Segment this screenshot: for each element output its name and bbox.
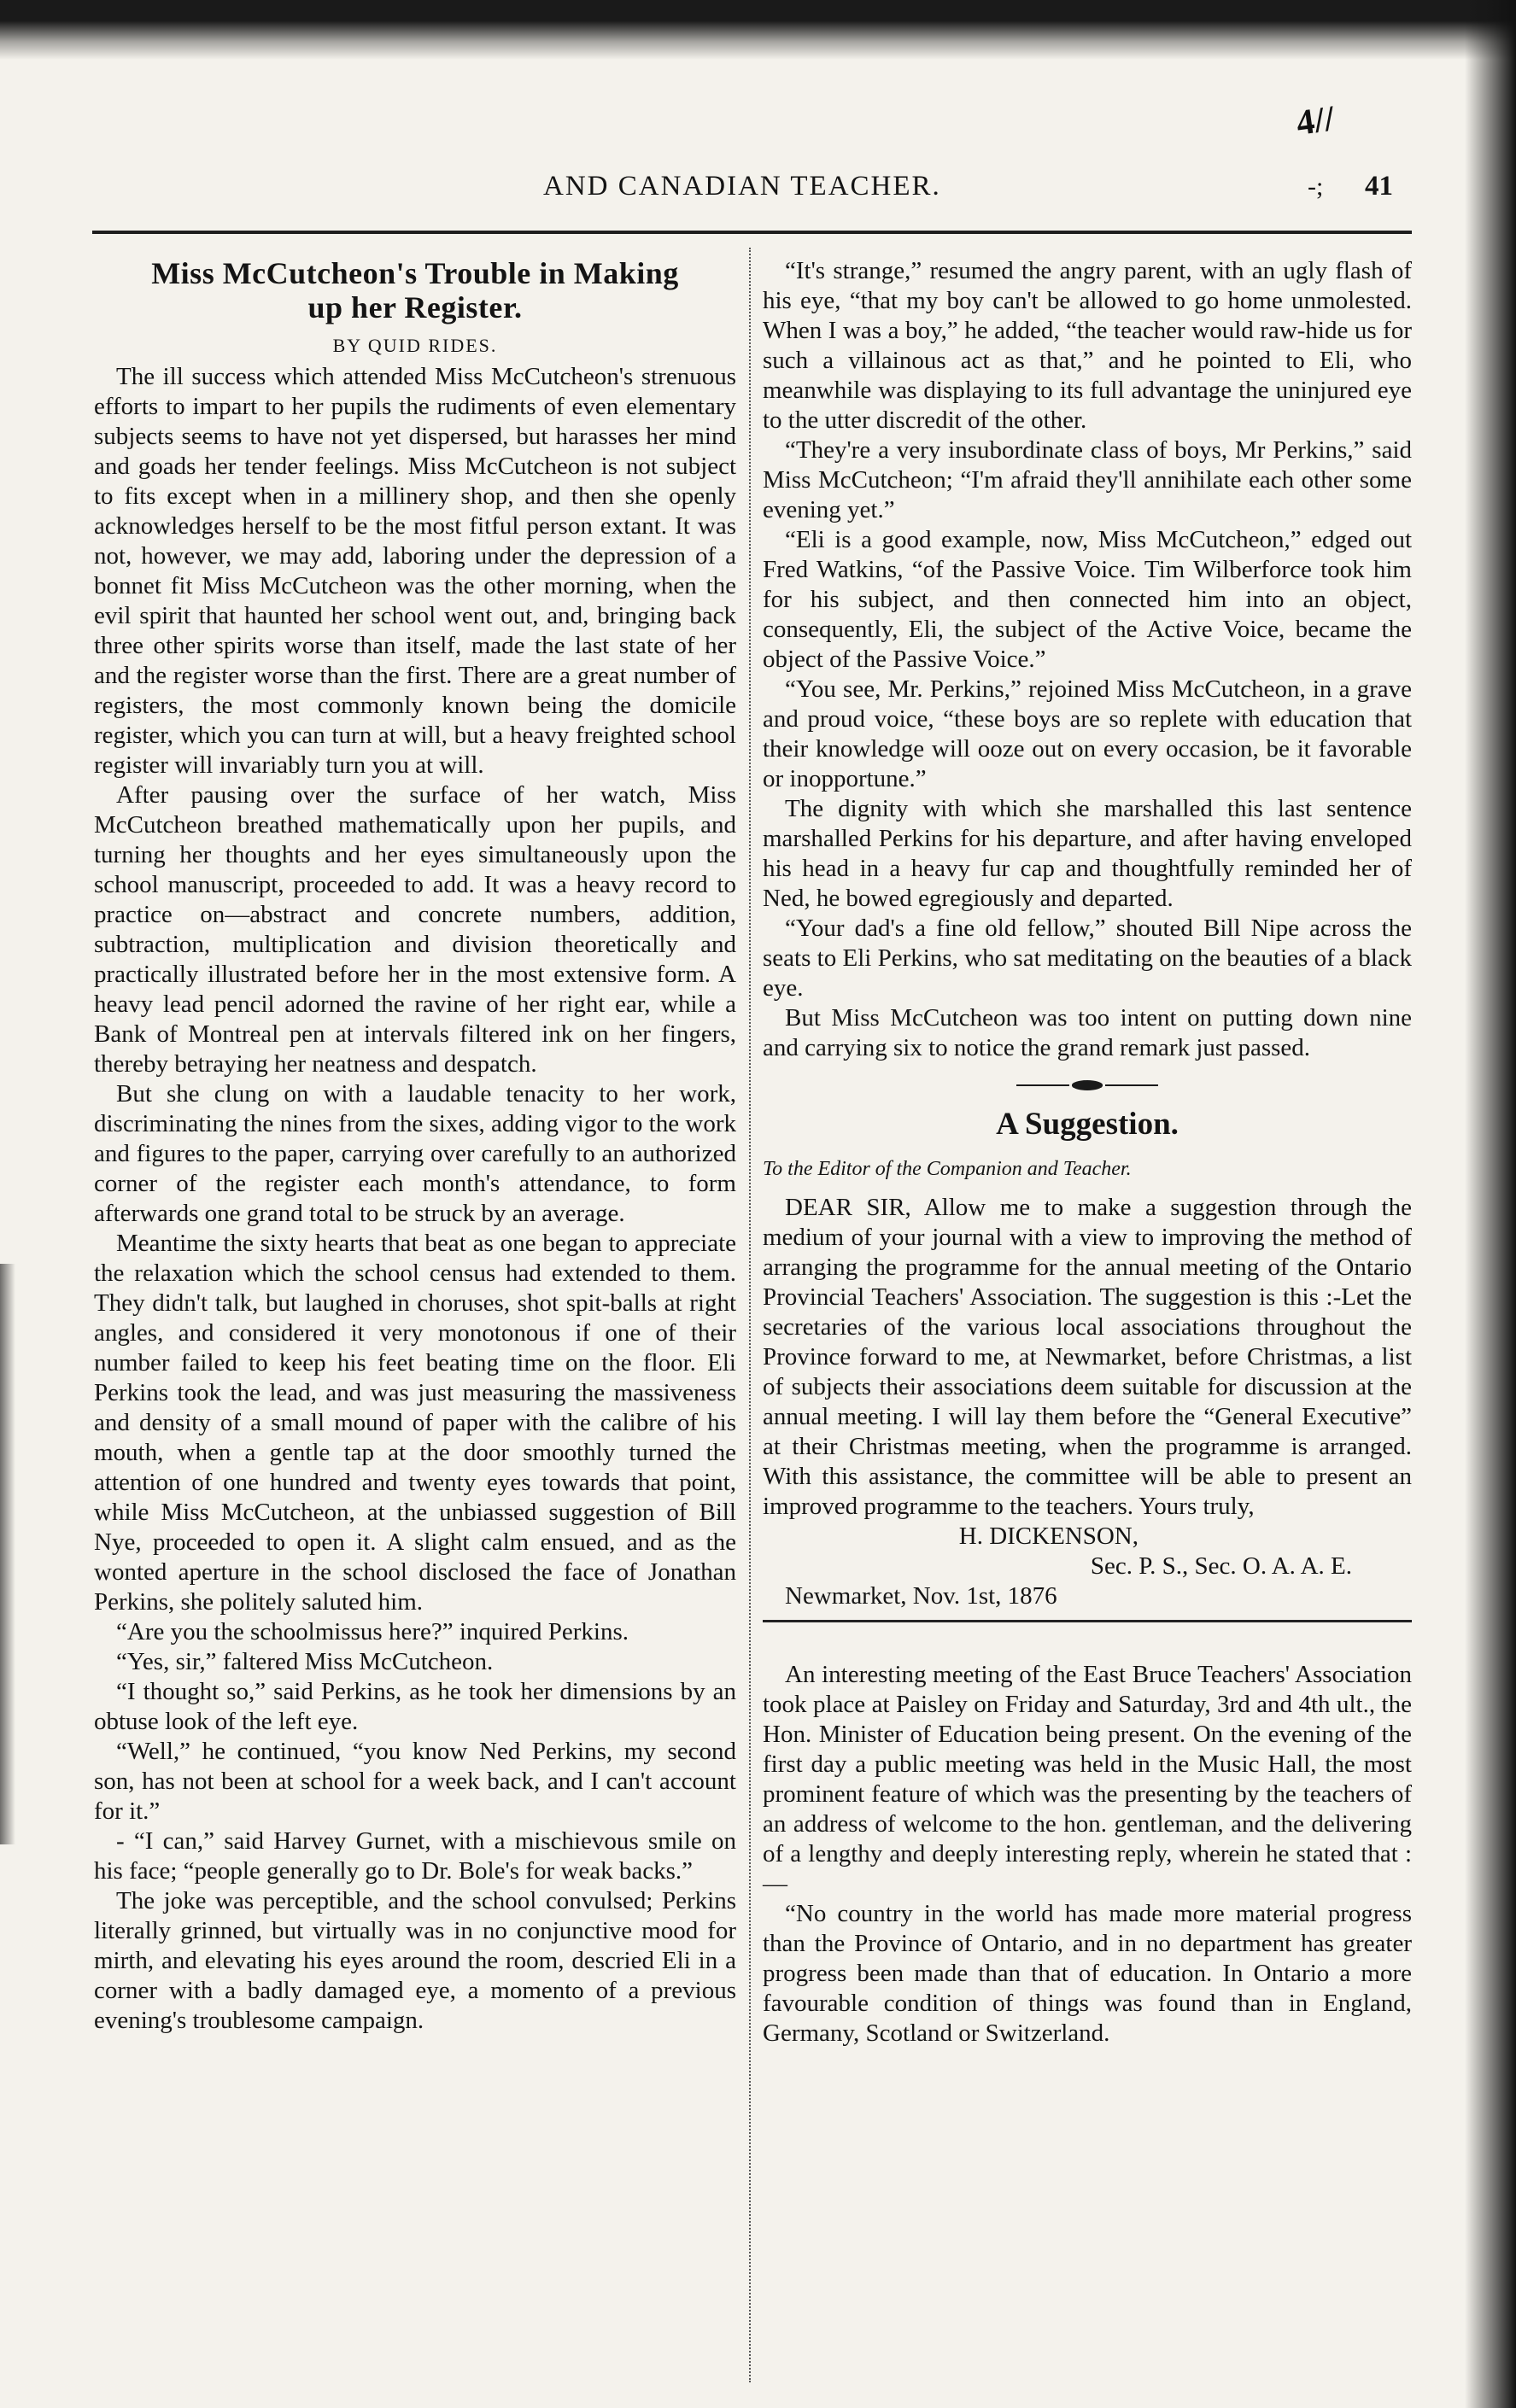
article-title-line-1: Miss McCutcheon's Trouble in Making	[151, 256, 679, 290]
east-bruce-quote: “No country in the world has made more material progress than the Province of Ontario, and in no department has greater progress been made than that of education. In Ontario a more favourable condition of things was found than in England, Germany, Scotland or Switzerland.	[763, 1900, 1412, 2047]
suggestion-body: DEAR SIR, Allow me to make a suggestion through the medium of your journal with a view to improving the method of arranging the programme for the annual meeting of the Ontario Provincial Teachers' Association. The suggestion is this :-Let the secretaries of the various local associations throughout the Province forward to me, at Newmarket, before Christmas, a list of subjects their associations deem suitable for discussion at the annual meeting. I will lay them before the “General Executive” at their Christmas meeting, when the programme is arranged. With this assistance, the committee will be able to present an improved programme to the teachers. Yours truly,	[763, 1194, 1412, 1520]
page-number: 41	[1365, 171, 1393, 202]
article-paragraph: “You see, Mr. Perkins,” rejoined Miss McCutcheon, in a grave and proud voice, “these boys are so replete with education that their knowledge will ooze out on every occasion, be it favorable or inopportune.”	[763, 675, 1412, 792]
section-rule	[763, 1620, 1412, 1622]
dateline: Newmarket, Nov. 1st, 1876	[785, 1582, 1057, 1610]
right-column	[763, 256, 1412, 2049]
suggestion-dedication: To the Editor of the Companion and Teacher.	[763, 1158, 1132, 1180]
article-paragraph: “It's strange,” resumed the angry parent, with an ugly flash of his eye, “that my boy can't be allowed to go home unmolested. When I was a boy,” he added, “the teacher would raw-hide us for such a villainous act as that,” and he pointed to Eli, who meanwhile was displaying to its full advantage the uninjured eye to the utter discredit of the other.	[763, 257, 1412, 434]
article-title	[94, 256, 736, 324]
article-paragraph: “Are you the schoolmissus here?” inquired Perkins.	[116, 1618, 629, 1645]
article-paragraph: The joke was perceptible, and the school convulsed; Perkins literally grinned, but virtually was in no conjunctive mood for mirth, and elevating his eyes around the room, descried Eli in a corner with a badly damaged eye, a momento of a previous evening's troublesome campaign.	[94, 1887, 736, 2034]
article-paragraph: But Miss McCutcheon was too intent on putting down nine and carrying six to notice the grand remark just passed.	[763, 1004, 1412, 1061]
scan-border-left	[0, 1264, 15, 1844]
article-paragraph: “Yes, sir,” faltered Miss McCutcheon.	[116, 1648, 494, 1675]
article-paragraph: But she clung on with a laudable tenacity to her work, discriminating the nines from the sixes, adding vigor to the work and figures to the paper, carrying over carefully to an authorized corner of the register each month's attendance, to form afterwards one grand total to be struck by an average.	[94, 1080, 736, 1227]
article-paragraph: - “I can,” said Harvey Gurnet, with a mischievous smile on his face; “people generally go to Dr. Bole's for weak backs.”	[94, 1827, 736, 1885]
signature-title: Sec. P. S., Sec. O. A. A. E.	[1090, 1552, 1352, 1580]
article-paragraph: “Your dad's a fine old fellow,” shouted Bill Nipe across the seats to Eli Perkins, who sat meditating on the beauties of a black eye.	[763, 915, 1412, 1002]
article-paragraph: “They're a very insubordinate class of boys, Mr Perkins,” said Miss McCutcheon; “I'm afraid they'll annihilate each other some evening yet.”	[763, 436, 1412, 523]
section-ornament	[763, 1078, 1412, 1092]
article-paragraph: The ill success which attended Miss McCutcheon's strenuous efforts to impart to her pupils the rudiments of even elementary subjects seems to have not yet dispersed, but harasses her mind and goads her tender feelings. Miss McCutcheon is not subject to fits except when in a millinery shop, and then she openly acknowledges herself to be the most fitful person extant. It was not, however, we may add, laboring under the depression of a bonnet fit Miss McCutcheon was the other morning, when the evil spirit that haunted her school went out, and, bringing back three other spirits worse than itself, made the last state of her and the register worse than the first. There are a great number of registers, the most commonly known being the domicile register, which you can turn at will, but a heavy freighted school register will invariably turn you at will.	[94, 363, 736, 779]
article-paragraph: Meantime the sixty hearts that beat as one began to appreciate the relaxation which the school census had extended to them. They didn't talk, but laughed in choruses, shot spit-balls at right angles, and considered it very monotonous if one of their number failed to keep his feet beating time on the floor. Eli Perkins took the lead, and was just measuring the massiveness and density of a small mound of paper with the calibre of his mouth, when a gentle tap at the door smoothly turned the attention of one hundred and twenty eyes towards that point, while Miss McCutcheon, at the unbiassed suggestion of Bill Nye, proceeded to open it. A slight calm ensued, and as the wonted aperture in the school disclosed the face of Jonathan Perkins, she politely saluted him.	[94, 1230, 736, 1616]
suggestion-title: A Suggestion.	[996, 1107, 1179, 1142]
running-head-mark: -;	[1308, 172, 1324, 201]
article-title-line-2: up her Register.	[307, 290, 523, 324]
article-paragraph: “I thought so,” said Perkins, as he took her dimensions by an obtuse look of the left eye.	[94, 1678, 736, 1735]
signature-name: H. DICKENSON,	[958, 1523, 1138, 1550]
ornament-divider-icon	[1015, 1078, 1160, 1092]
article-paragraph: The dignity with which she marshalled this last sentence marshalled Perkins for his departure, and after having enveloped his head in a heavy fur cap and thoughtfully reminded her of Ned, he bowed egregiously and departed.	[763, 795, 1412, 912]
article-paragraph: “Eli is a good example, now, Miss McCutcheon,” edged out Fred Watkins, “of the Passive Voice. Tim Wilberforce took him for his subject, and then connected him into an object, consequently, Eli, the subject of the Active Voice, became the object of the Passive Voice.”	[763, 526, 1412, 673]
scan-border-top	[0, 0, 1516, 60]
scan-border-right	[1465, 0, 1516, 2408]
header-rule	[92, 231, 1412, 234]
east-bruce-paragraph: An interesting meeting of the East Bruce Teachers' Association took place at Paisley on Friday and Saturday, 3rd and 4th ult., the Hon. Minister of Education being present. On the evening of the first day a public meeting was held in the Music Hall, the most prominent feature of which was the presenting by the teachers of an address of welcome to the hon. gentleman, and the delivering of a lengthy and deeply interesting reply, wherein he stated that :—	[763, 1661, 1412, 1897]
article-paragraph: After pausing over the surface of her watch, Miss McCutcheon breathed mathematically upon her pupils, and turning her thoughts and her eyes simultaneously upon the school manuscript, proceeded to add. It was a heavy record to practice on—abstract and concrete numbers, addition, subtraction, multiplication and division theoretically and practically illustrated before her in the most extensive form. A heavy lead pencil adorned the ravine of her right ear, while a Bank of Montreal pen at intervals filtered ink on her fingers, thereby betraying her neatness and despatch.	[94, 781, 736, 1078]
column-divider	[749, 248, 751, 2382]
left-column	[94, 256, 736, 2036]
article-byline: BY QUID RIDES.	[332, 335, 498, 356]
article-paragraph: “Well,” he continued, “you know Ned Perkins, my second son, has not been at school for a week back, and I can't account for it.”	[94, 1738, 736, 1825]
scan-mark: 4//	[1294, 99, 1337, 143]
running-head-title: AND CANADIAN TEACHER.	[543, 171, 941, 202]
running-head	[0, 171, 1516, 213]
